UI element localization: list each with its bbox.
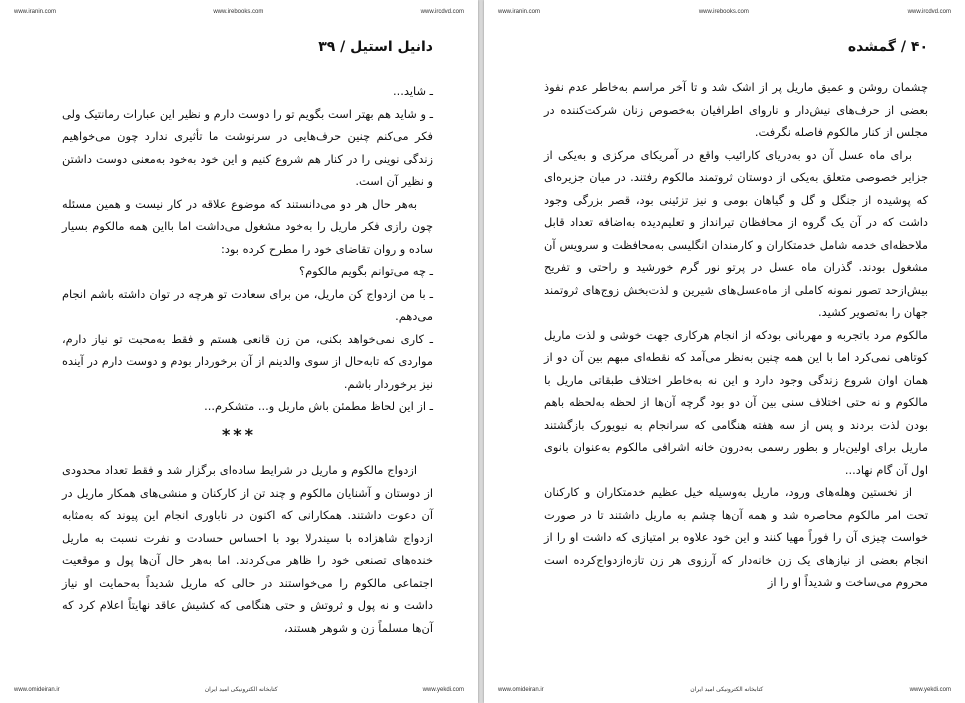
right-page-text [544,76,928,594]
right-page [484,0,965,703]
paragraph: مالکوم مرد باتجربه و مهربانی بودکه از انجام هرکاری جهت خوشی و لذت ماریل کوتاهی نمی‌کرد اما با این همه چنین به‌نظر می‌آمد که نقطه‌ای مبهم بین آن دو از همان اوان شروع زندگی وجود دارد و این نه به‌خاطر اختلاف طبقاتی ماریل با مالکوم و نه حتی اختلاف سنی بین آن دو بود گرچه آن‌ها از لحظه به‌لحظه باهم بودن لذت بردند و پس از سه هفته هنگامی که سرانجام به نیویورک بازگشتند ماریل برای اولین‌بار و بطور رسمی به‌درون خانه اشرافی مالکوم به‌عنوان بانوی اول آن گام نهاد... [544,327,928,477]
left-page [0,0,478,703]
paragraph: ازدواج مالکوم و ماریل در شرایط ساده‌ای برگزار شد و فقط تعداد محدودی از دوستان و آشنایان مالکوم و چند تن از کارکنان و منشی‌های همکار ماریل در آن دعوت داشتند. همکارانی که اکنون در ناباوری انجام این پیوند که به‌مثابه ازدواج شاهزاده با سیندرلا بود با احساس حسادت و نفرت نسبت به ماریل خنده‌های تصنعی خود را ظاهر می‌کردند. اما به‌هر حال آن‌ها پول و موقعیت اجتماعی مالکوم را می‌خواستند در حالی که ماریل شدیداً به‌حمایت او نیاز داشت و نه پول و ثروتش و حتی هنگامی که کشیش عاقد نهایتاً اعلام کرد که آن‌ها مسلماً زن و شوهر هستند، [62,463,433,635]
paragraph: به‌هر حال هر دو می‌دانستند که موضوع علاقه در کار نیست و همین مسئله چون رازی فکر ماریل را به‌خود مشغول می‌داشت اما بااین همه مالکوم بسیار ساده و روان تقاضای خود را مطرح کرده بود: [62,196,433,256]
footer-library-name: کتابخانه الکترونیکی امید ایران [690,687,764,693]
url-iranin: www.iranin.com [498,9,541,15]
paragraph: از نخستین وهله‌های ورود، ماریل به‌وسیله خیل عظیم خدمتکاران و کارکنان تحت امر مالکوم محاصره شد و همه آن‌ها چشم به ماریل داشتند تا در صورت خواست چیزی آن را فوراً مهیا کنند و این خود علاوه بر امتیازی که داشت او را از انجام بعضی از نیازهای یک زن خانه‌دار که آرزوی هر زن تازه‌ازدواج‌کرده است محروم می‌ساخت و شدیداً او را از [544,485,928,589]
paragraph: برای ماه عسل آن دو به‌دریای کارائیب واقع در آمریکای مرکزی و به‌یکی از جزایر خصوصی متعلق به‌یکی از دوستان ثروتمند مالکوم رفتند. در میان جزیره‌ای که پوشیده از جنگل و گل و گیاهان بومی و نیز تزئینی بود، قصر بزرگی وجود داشت که در آن یک گروه از محافظان تیرانداز و تعلیم‌دیده به‌اضافه تعداد قابل ملاحظه‌ای خدمه شامل خدمتکاران و کارمندان انگلیسی به‌محافظت و سرویس آن مشغول بودند. گذران ماه عسل در پرتو نور گرم خورشید و راحتی و تفریح بیش‌ازحد تصور نمونه کاملی از ماه‌عسل‌های شیرین و لذت‌بخش زوج‌های ثروتمند جهان را به‌تصویر کشید. [544,147,928,319]
url-ircdvd: www.ircdvd.com [907,9,951,15]
footer-library-name: کتابخانه الکترونیکی امید ایران [204,687,278,693]
paragraph: چشمان روشن و عمیق ماریل پر از اشک شد و تا آخر مراسم به‌خاطر عدم نفوذ بعضی از حرف‌های نیش‌دار و ناروای اطرافیان به‌خصوص زنان شرکت‌کننده در مجلس از کنار مالکوم فاصله نگرفت. [544,80,928,139]
footer-url-yekdi: www.yekdi.com [422,686,464,693]
url-iranin: www.iranin.com [14,9,57,15]
paragraph: ـ از این لحاظ مطمئن باش ماریل و... متشکرم... [204,399,433,413]
section-separator: *** [221,425,257,444]
url-irebooks: www.irebooks.com [698,9,749,15]
footer-url-yekdi: www.yekdi.com [909,686,951,693]
url-ircdvd: www.ircdvd.com [420,9,464,15]
paragraph: ـ با من ازدواج کن ماریل، من برای سعادت تو هرچه در توان داشته باشم انجام می‌دهم. [62,286,433,323]
footer-url-omideiran: www.omideiran.ir [14,686,60,693]
left-page-header: دانیل استیل / ۳۹ [318,39,433,55]
left-page-text-top [62,80,433,418]
url-irebooks: www.irebooks.com [213,9,264,15]
right-page-footer [498,686,951,693]
left-page-text-bottom [62,459,433,639]
right-page-url-row [498,9,951,15]
footer-url-omideiran: www.omideiran.ir [498,686,544,693]
paragraph: ـ چه می‌توانم بگویم مالکوم؟ [299,264,433,278]
right-page-header: ۴۰ / گمشده [847,39,928,55]
left-page-footer [14,686,464,693]
paragraph: ـ شاید... [393,84,433,98]
left-page-url-row [14,9,464,15]
paragraph: ـ و شاید هم بهتر است بگویم تو را دوست دارم و نظیر این عبارات رمانتیک ولی فکر می‌کنم چنین حرف‌هایی در سرنوشت ما تأثیری ندارد چون می‌خواهیم زندگی نوینی را در کنار هم شروع کنیم و این خود به‌خود به‌معنی دوست داشتن و نظیر آن است. [62,106,433,188]
paragraph: ـ کاری نمی‌خواهد بکنی، من زن قانعی هستم و فقط به‌محبت تو نیاز دارم، مواردی که تابه‌حال از سوی والدینم از آن برخوردار بودم و دوست دارم در آینده نیز برخوردار باشم. [62,331,433,391]
